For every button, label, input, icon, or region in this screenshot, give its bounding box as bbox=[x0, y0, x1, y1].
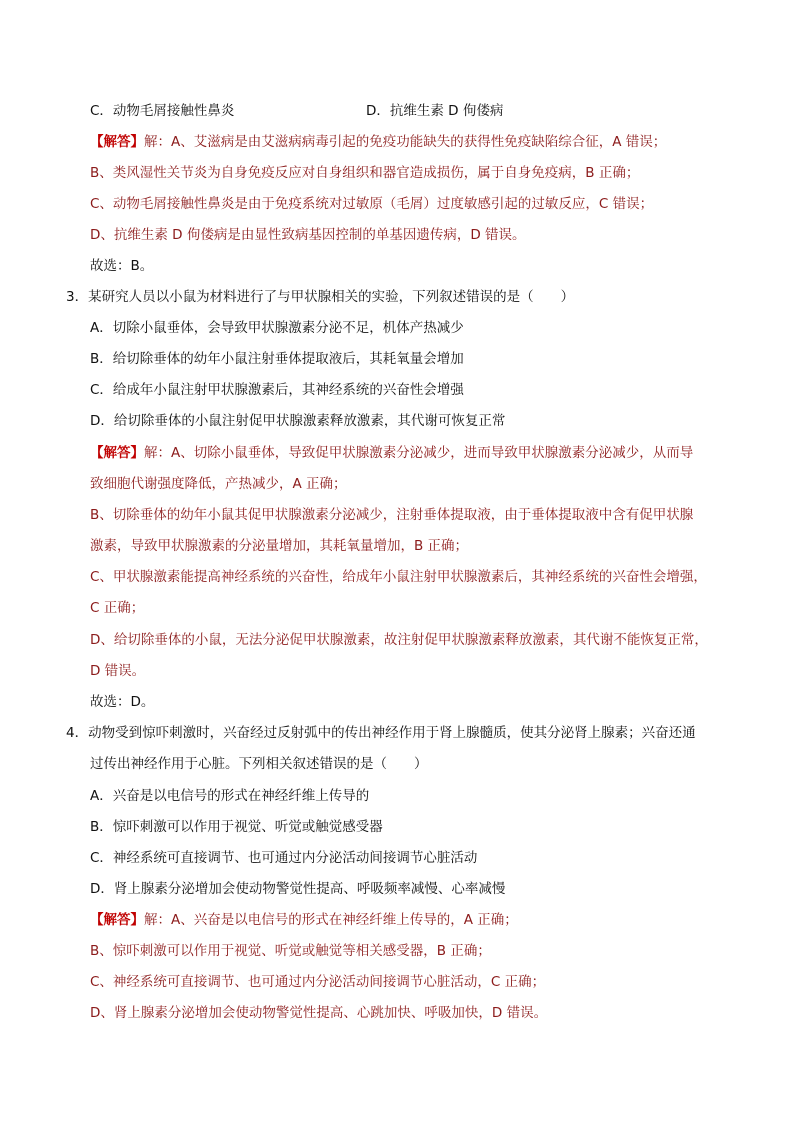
q4-answer-line-3: C、神经系统可直接调节、也可通过内分泌活动间接调节心脏活动，C 正确； bbox=[90, 974, 546, 990]
q3-answer-line-7: D、给切除垂体的小鼠，无法分泌促甲状腺激素，故注射促甲状腺激素释放激素，其代谢不能恢复正常， bbox=[90, 632, 708, 648]
q4-option-d: D．肾上腺素分泌增加会使动物警觉性提高、呼吸频率减慢、心率减慢 bbox=[90, 881, 506, 897]
q4-option-c: C．神经系统可直接调节、也可通过内分泌活动间接调节心脏活动 bbox=[90, 850, 478, 866]
q2-answer-line-2: B、类风湿性关节炎为自身免疫反应对自身组织和器官造成损伤，属于自身免疫病，B 正确； bbox=[90, 165, 640, 181]
q3-answer-line-1: 【解答】解：A、切除小鼠垂体，导致促甲状腺激素分泌减少，进而导致甲状腺激素分泌减少，从而导 bbox=[90, 445, 694, 461]
q2-answer-tag: 【解答】 bbox=[90, 134, 144, 150]
q3-answer-tag: 【解答】 bbox=[90, 445, 144, 461]
q4-option-a: A．兴奋是以电信号的形式在神经纤维上传导的 bbox=[90, 788, 370, 804]
q3-answer-line-4: 激素，导致甲状腺激素的分泌量增加，其耗氧量增加，B 正确； bbox=[90, 538, 469, 554]
q3-option-a: A．切除小鼠垂体，会导致甲状腺激素分泌不足，机体产热减少 bbox=[90, 320, 464, 336]
q2-answer-line-1: 【解答】解：A、艾滋病是由艾滋病病毒引起的免疫功能缺失的获得性免疫缺陷综合征，A 错误； bbox=[90, 134, 667, 150]
q2-choice: 故选：B。 bbox=[90, 258, 154, 274]
q3-choice: 故选：D。 bbox=[90, 694, 155, 710]
q4-answer-tag: 【解答】 bbox=[90, 912, 144, 928]
q2-options-row bbox=[90, 101, 504, 121]
q3-stem: 3．某研究人员以小鼠为材料进行了与甲状腺相关的实验，下列叙述错误的是（ ） bbox=[66, 289, 575, 305]
q3-answer-line-3: B、切除垂体的幼年小鼠其促甲状腺激素分泌减少，注射垂体提取液，由于垂体提取液中含有促甲状腺 bbox=[90, 507, 694, 523]
q3-option-b: B．给切除垂体的幼年小鼠注射垂体提取液后，其耗氧量会增加 bbox=[90, 351, 464, 367]
q4-answer-line-2: B、惊吓刺激可以作用于视觉、听觉或触觉等相关感受器，B 正确； bbox=[90, 943, 491, 959]
q2-option-d: D．抗维生素 D 佝偻病 bbox=[366, 103, 504, 119]
q3-answer-line-2: 致细胞代谢强度降低，产热减少，A 正确； bbox=[90, 476, 347, 492]
q3-answer-line-8: D 错误。 bbox=[90, 663, 146, 679]
q4-stem-line-2: 过传出神经作用于心脏。下列相关叙述错误的是（ ） bbox=[90, 756, 428, 772]
q4-answer-line-1: 【解答】解：A、兴奋是以电信号的形式在神经纤维上传导的，A 正确； bbox=[90, 912, 518, 928]
q4-answer-line-4: D、肾上腺素分泌增加会使动物警觉性提高、心跳加快、呼吸加快，D 错误。 bbox=[90, 1005, 548, 1021]
q4-stem-line-1: 4．动物受到惊吓刺激时，兴奋经过反射弧中的传出神经作用于肾上腺髓质，使其分泌肾上腺素；兴奋还通 bbox=[66, 725, 696, 741]
q2-answer-line-3: C、动物毛屑接触性鼻炎是由于免疫系统对过敏原（毛屑）过度敏感引起的过敏反应，C 错误； bbox=[90, 196, 654, 212]
q3-answer-line-5: C、甲状腺激素能提高神经系统的兴奋性，给成年小鼠注射甲状腺激素后，其神经系统的兴奋性会增强， bbox=[90, 569, 707, 585]
q4-option-b: B．惊吓刺激可以作用于视觉、听觉或触觉感受器 bbox=[90, 819, 383, 835]
q3-option-c: C．给成年小鼠注射甲状腺激素后，其神经系统的兴奋性会增强 bbox=[90, 382, 464, 398]
q3-option-d: D．给切除垂体的小鼠注射促甲状腺激素释放激素，其代谢可恢复正常 bbox=[90, 413, 506, 429]
q2-answer-line-4: D、抗维生素 D 佝偻病是由显性致病基因控制的单基因遗传病，D 错误。 bbox=[90, 227, 526, 243]
q2-option-c: C．动物毛屑接触性鼻炎 bbox=[90, 103, 235, 119]
q3-answer-line-6: C 正确； bbox=[90, 600, 145, 616]
